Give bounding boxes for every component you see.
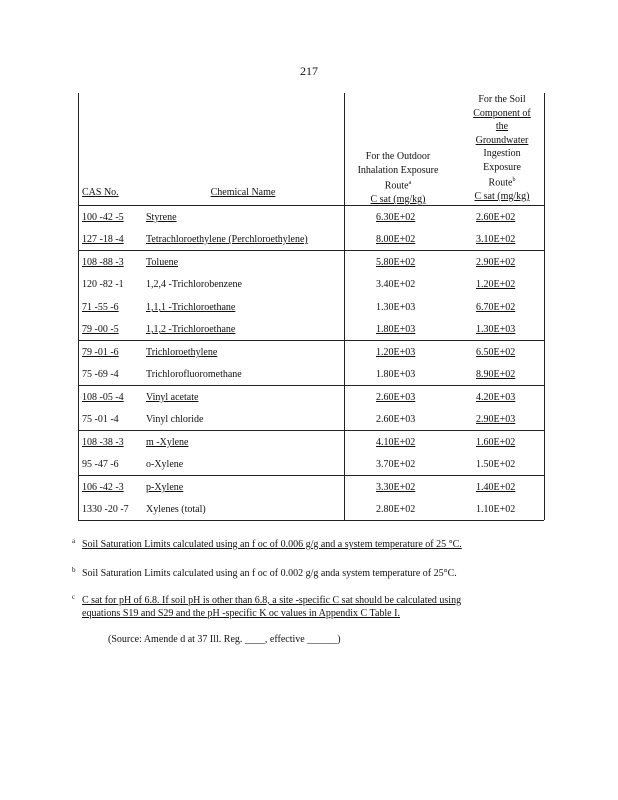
cas-number: 127 -18 -4: [82, 234, 124, 245]
header-cas: CAS No.: [82, 187, 119, 198]
inhalation-value: 1.80E+03: [376, 324, 416, 335]
soil-value: 2.90E+02: [476, 257, 516, 268]
header-inhalation: For the Outdoor Inhalation Exposure Route$^a$ C sat (mg/kg): [357, 151, 439, 205]
soil-value: 8.90E+02: [476, 369, 516, 380]
cas-number: 75 -69 -4: [82, 369, 119, 380]
table-row: [78, 297, 544, 319]
inhalation-value: 2.80E+02: [376, 504, 416, 515]
chemical-name: Tetrachloroethylene (Perchloroethylene): [146, 234, 308, 245]
chemical-name: Toluene: [146, 257, 179, 268]
table-row: [78, 454, 544, 476]
soil-value: 3.10E+02: [476, 234, 516, 245]
table-row: [78, 342, 544, 364]
table-row: [78, 432, 544, 454]
chemical-name: 1,1,1 -Trichloroethane: [146, 302, 236, 313]
cas-number: 79 -01 -6: [82, 347, 119, 358]
inhalation-value: 1.30E+03: [376, 302, 416, 313]
chemical-name: Trichlorofluoromethane: [146, 369, 242, 380]
chemical-name: 1,1,2 -Trichloroethane: [146, 324, 236, 335]
soil-value: 6.50E+02: [476, 347, 516, 358]
table-row: [78, 274, 544, 296]
soil-value: 2.90E+03: [476, 414, 516, 425]
table-row: [78, 409, 544, 431]
chemical-name: Styrene: [146, 212, 177, 223]
chemical-name: Vinyl acetate: [146, 392, 199, 403]
table-row: [78, 499, 544, 521]
cas-number: 108 -05 -4: [82, 392, 124, 403]
inhalation-value: 1.20E+03: [376, 347, 416, 358]
header-soil-groundwater: For the Soil Component of the Groundwater Ingestion Exposure Route$^b$ C sat (mg/kg): [473, 94, 531, 202]
inhalation-value: 1.80E+03: [376, 369, 416, 380]
inhalation-value: 2.60E+03: [376, 392, 416, 403]
cas-number: 1330 -20 -7: [82, 504, 129, 515]
chemical-name: Trichloroethylene: [146, 347, 218, 358]
soil-value: 1.30E+03: [476, 324, 516, 335]
header-chemical-name: Chemical Name: [210, 187, 276, 198]
cas-number: 108 -88 -3: [82, 257, 124, 268]
table-row: [78, 207, 544, 229]
page-number: 217: [300, 64, 318, 78]
source-note: (Source: Amende d at 37 Ill. Reg. ____, effective ______): [108, 634, 341, 645]
inhalation-value: 5.80E+02: [376, 257, 416, 268]
soil-value: 2.60E+02: [476, 212, 516, 223]
soil-value: 4.20E+03: [476, 392, 516, 403]
soil-value: 1.40E+02: [476, 482, 516, 493]
chemical-name: 1,2,4 -Trichlorobenzene: [146, 279, 242, 290]
chemical-name: p-Xylene: [146, 482, 184, 493]
data-table: [78, 93, 544, 520]
chemical-name: o-Xylene: [146, 459, 184, 470]
table-row: [78, 229, 544, 251]
inhalation-value: 4.10E+02: [376, 437, 416, 448]
soil-value: 1.20E+02: [476, 279, 516, 290]
table-row: [78, 477, 544, 499]
table-row: [78, 387, 544, 409]
cas-number: 106 -42 -3: [82, 482, 124, 493]
chemical-name: Xylenes (total): [146, 504, 206, 515]
chemical-name: m -Xylene: [146, 437, 189, 448]
soil-value: 6.70E+02: [476, 302, 516, 313]
inhalation-value: 8.00E+02: [376, 234, 416, 245]
inhalation-value: 3.70E+02: [376, 459, 416, 470]
soil-value: 1.60E+02: [476, 437, 516, 448]
table-row: [78, 364, 544, 386]
chemical-name: Vinyl chloride: [146, 414, 204, 425]
soil-value: 1.10E+02: [476, 504, 516, 515]
cas-number: 100 -42 -5: [82, 212, 124, 223]
inhalation-value: 3.40E+02: [376, 279, 416, 290]
inhalation-value: 3.30E+02: [376, 482, 416, 493]
cas-number: 120 -82 -1: [82, 279, 124, 290]
soil-value: 1.50E+02: [476, 459, 516, 470]
cas-number: 71 -55 -6: [82, 302, 119, 313]
cas-number: 79 -00 -5: [82, 324, 119, 335]
cas-number: 75 -01 -4: [82, 414, 119, 425]
cas-number: 95 -47 -6: [82, 459, 119, 470]
inhalation-value: 2.60E+03: [376, 414, 416, 425]
table-row: [78, 319, 544, 341]
table-row: [78, 252, 544, 274]
cas-number: 108 -38 -3: [82, 437, 124, 448]
inhalation-value: 6.30E+02: [376, 212, 416, 223]
